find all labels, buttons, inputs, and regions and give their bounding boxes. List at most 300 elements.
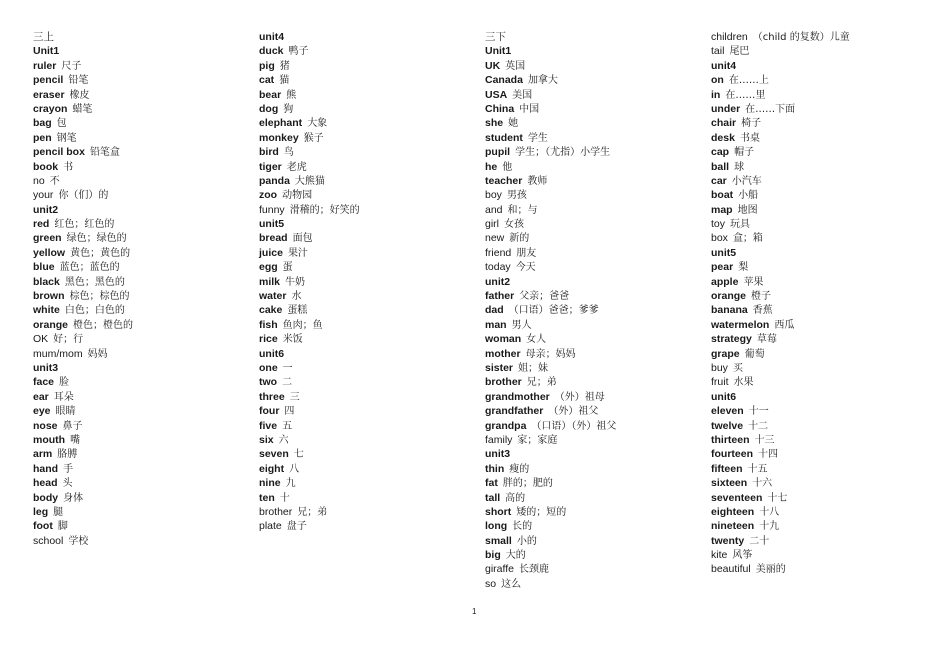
vocab-entry bbox=[711, 419, 911, 433]
vocab-entry bbox=[711, 462, 911, 476]
vocab-entry bbox=[259, 73, 459, 87]
english-word: two bbox=[259, 376, 278, 389]
chinese-meaning: 男人 bbox=[511, 319, 532, 331]
vocab-entry bbox=[485, 59, 685, 73]
chinese-meaning: 一 bbox=[282, 362, 293, 374]
vocab-entry bbox=[33, 231, 233, 245]
vocab-entry bbox=[711, 160, 911, 174]
english-word: green bbox=[33, 232, 62, 245]
english-word: USA bbox=[485, 88, 508, 101]
english-word: watermelon bbox=[711, 318, 770, 331]
chinese-meaning: （口语）爸爸；爹爹 bbox=[508, 305, 599, 317]
chinese-meaning: 女人 bbox=[526, 334, 547, 346]
english-word: tail bbox=[711, 45, 725, 58]
english-word: six bbox=[259, 433, 274, 446]
vocab-entry bbox=[259, 332, 459, 346]
vocab-entry bbox=[711, 131, 911, 145]
vocab-entry bbox=[33, 332, 233, 346]
chinese-meaning: 苹果 bbox=[743, 276, 764, 288]
vocab-entry bbox=[711, 30, 911, 44]
vocab-entry bbox=[259, 476, 459, 490]
english-word: grandfather bbox=[485, 405, 544, 418]
vocab-entry bbox=[259, 361, 459, 375]
chinese-meaning: 学生 bbox=[527, 132, 548, 144]
chinese-meaning: 瘦的 bbox=[509, 463, 530, 475]
english-word: Unit1 bbox=[485, 45, 512, 58]
vocab-entry bbox=[485, 548, 685, 562]
chinese-meaning: 小的 bbox=[516, 535, 537, 547]
english-word: your bbox=[33, 189, 54, 202]
english-word: yellow bbox=[33, 246, 66, 259]
vocab-entry bbox=[485, 246, 685, 260]
chinese-meaning: 面包 bbox=[292, 233, 313, 245]
chinese-meaning: 十五 bbox=[747, 463, 768, 475]
english-word: new bbox=[485, 232, 505, 245]
english-word: car bbox=[711, 174, 727, 187]
english-word: unit4 bbox=[259, 31, 285, 43]
english-word: big bbox=[485, 549, 501, 562]
chinese-meaning: 书 bbox=[63, 161, 74, 173]
english-word: grandmother bbox=[485, 390, 550, 403]
vocab-entry bbox=[259, 30, 459, 44]
english-word: body bbox=[33, 491, 59, 504]
chinese-meaning: 猪 bbox=[279, 60, 290, 72]
chinese-meaning: 胳膊 bbox=[57, 449, 78, 461]
vocab-entry bbox=[33, 505, 233, 519]
vocab-entry bbox=[711, 217, 911, 231]
chinese-meaning: 脚 bbox=[57, 521, 68, 533]
chinese-meaning: 熊 bbox=[286, 89, 297, 101]
english-word: pig bbox=[259, 59, 275, 72]
vocab-entry bbox=[485, 275, 685, 289]
english-word: nineteen bbox=[711, 520, 755, 533]
english-word: juice bbox=[259, 246, 283, 259]
english-word: eye bbox=[33, 405, 51, 418]
english-word: box bbox=[711, 232, 728, 245]
vocab-entry bbox=[711, 562, 911, 576]
chinese-meaning: 男孩 bbox=[506, 190, 527, 202]
english-word: kite bbox=[711, 549, 728, 562]
vocab-entry bbox=[259, 260, 459, 274]
vocab-entry bbox=[259, 203, 459, 217]
english-word: fat bbox=[485, 477, 498, 490]
english-word: no bbox=[33, 174, 45, 187]
page-number: 1 bbox=[472, 607, 477, 616]
english-word: unit3 bbox=[485, 448, 511, 461]
vocab-entry bbox=[711, 534, 911, 548]
chinese-meaning: 十四 bbox=[758, 449, 778, 461]
english-word: milk bbox=[259, 275, 281, 288]
vocab-entry bbox=[259, 102, 459, 116]
english-word: head bbox=[33, 477, 58, 490]
chinese-meaning: 六 bbox=[278, 434, 289, 446]
english-word: fifteen bbox=[711, 462, 743, 475]
english-word: grape bbox=[711, 347, 740, 360]
vocab-entry bbox=[711, 375, 911, 389]
vocab-entry bbox=[33, 347, 233, 361]
english-word: today bbox=[485, 261, 511, 274]
chinese-meaning: 加拿大 bbox=[527, 75, 558, 87]
chinese-meaning: 朋友 bbox=[516, 247, 537, 259]
english-word: unit6 bbox=[711, 390, 737, 403]
vocab-entry bbox=[711, 275, 911, 289]
chinese-meaning: 鼻子 bbox=[62, 420, 83, 432]
vocab-entry bbox=[259, 462, 459, 476]
vocab-entry bbox=[485, 390, 685, 404]
chinese-meaning: 十八 bbox=[759, 506, 780, 518]
english-word: fruit bbox=[711, 376, 729, 389]
vocab-entry bbox=[485, 131, 685, 145]
english-word: apple bbox=[711, 275, 739, 288]
vocab-entry bbox=[711, 303, 911, 317]
vocab-entry bbox=[33, 289, 233, 303]
english-word: banana bbox=[711, 304, 748, 317]
vocab-entry bbox=[485, 332, 685, 346]
vocab-entry bbox=[711, 102, 911, 116]
chinese-meaning: 矮的；短的 bbox=[516, 506, 567, 518]
chinese-meaning: 黑色；黑色的 bbox=[64, 276, 125, 288]
chinese-meaning: 十二 bbox=[748, 420, 769, 432]
english-word: eighteen bbox=[711, 505, 755, 518]
english-word: foot bbox=[33, 520, 53, 533]
chinese-meaning: 母亲；妈妈 bbox=[525, 348, 576, 360]
vocab-entry bbox=[485, 73, 685, 87]
vocab-entry bbox=[33, 419, 233, 433]
chinese-meaning: 球 bbox=[734, 161, 745, 173]
english-word: father bbox=[485, 290, 515, 303]
vocab-entry bbox=[33, 361, 233, 375]
vocab-entry bbox=[33, 303, 233, 317]
chinese-meaning: 在……里 bbox=[725, 89, 766, 101]
vocab-entry bbox=[33, 30, 233, 44]
vocab-entry bbox=[711, 404, 911, 418]
english-word: small bbox=[485, 534, 512, 547]
english-word: tall bbox=[485, 491, 501, 504]
chinese-meaning: 学校 bbox=[68, 535, 89, 547]
english-word: mouth bbox=[33, 433, 66, 446]
chinese-meaning: 高的 bbox=[505, 492, 526, 504]
vocab-entry bbox=[485, 375, 685, 389]
english-word: book bbox=[33, 160, 59, 173]
english-word: thin bbox=[485, 462, 505, 475]
vocab-entry bbox=[33, 145, 233, 159]
english-word: nose bbox=[33, 419, 58, 432]
vocab-entry bbox=[259, 404, 459, 418]
vocab-entry bbox=[485, 30, 685, 44]
english-word: rice bbox=[259, 333, 278, 346]
vocab-entry bbox=[259, 347, 459, 361]
chinese-meaning: （口语）（外）祖父 bbox=[531, 420, 617, 432]
english-word: mum/mom bbox=[33, 347, 83, 360]
english-word: pen bbox=[33, 131, 52, 144]
vocab-entry bbox=[711, 505, 911, 519]
english-word: beautiful bbox=[711, 563, 751, 576]
english-word: brown bbox=[33, 290, 65, 303]
english-word: brother bbox=[485, 376, 522, 389]
english-word: unit2 bbox=[485, 275, 511, 288]
english-word: panda bbox=[259, 174, 290, 187]
chinese-meaning: 风筝 bbox=[732, 550, 753, 562]
vocab-entry bbox=[33, 375, 233, 389]
english-word: ear bbox=[33, 390, 49, 403]
english-word: under bbox=[711, 102, 741, 115]
vocab-entry bbox=[485, 174, 685, 188]
vocab-entry bbox=[259, 145, 459, 159]
vocab-entry bbox=[259, 491, 459, 505]
vocab-entry bbox=[259, 131, 459, 145]
english-word: red bbox=[33, 218, 50, 231]
english-word: 三下 bbox=[485, 31, 506, 43]
vocab-entry bbox=[33, 73, 233, 87]
vocab-entry bbox=[711, 491, 911, 505]
chinese-meaning: 滑稽的；好笑的 bbox=[289, 204, 360, 216]
chinese-meaning: 手 bbox=[63, 463, 74, 475]
english-word: desk bbox=[711, 131, 735, 144]
english-word: China bbox=[485, 102, 515, 115]
vocab-entry bbox=[259, 318, 459, 332]
english-word: zoo bbox=[259, 189, 278, 202]
chinese-meaning: 兄；弟 bbox=[526, 377, 557, 389]
vocab-entry bbox=[33, 476, 233, 490]
english-word: unit3 bbox=[33, 361, 59, 374]
vocab-entry bbox=[485, 447, 685, 461]
english-word: mother bbox=[485, 347, 521, 360]
vocab-entry bbox=[485, 361, 685, 375]
chinese-meaning: 十七 bbox=[767, 492, 788, 504]
chinese-meaning: 猫 bbox=[279, 75, 290, 87]
chinese-meaning: 二 bbox=[282, 377, 293, 389]
chinese-meaning: 美国 bbox=[512, 89, 533, 101]
chinese-meaning: 鱼肉；鱼 bbox=[282, 319, 323, 331]
vocab-entry bbox=[485, 188, 685, 202]
english-word: bag bbox=[33, 117, 52, 130]
vocab-entry bbox=[33, 88, 233, 102]
vocab-entry bbox=[259, 88, 459, 102]
english-word: fourteen bbox=[711, 448, 753, 461]
english-word: white bbox=[33, 304, 60, 317]
chinese-meaning: 草莓 bbox=[756, 334, 777, 346]
chinese-meaning: 小汽车 bbox=[731, 175, 762, 187]
vocab-column-4 bbox=[711, 30, 911, 577]
vocab-entry bbox=[33, 519, 233, 533]
vocab-entry bbox=[711, 116, 911, 130]
english-word: unit5 bbox=[711, 246, 737, 259]
english-word: buy bbox=[711, 361, 728, 374]
vocab-entry bbox=[33, 404, 233, 418]
chinese-meaning: 十三 bbox=[754, 434, 775, 446]
chinese-meaning: 二十 bbox=[749, 535, 770, 547]
english-word: nine bbox=[259, 477, 281, 490]
english-word: dad bbox=[485, 304, 504, 317]
chinese-meaning: 牛奶 bbox=[285, 276, 306, 288]
english-word: she bbox=[485, 117, 504, 130]
english-word: twelve bbox=[711, 419, 744, 432]
chinese-meaning: 姐；妹 bbox=[518, 362, 549, 374]
vocab-entry bbox=[711, 318, 911, 332]
chinese-meaning: 嘴 bbox=[70, 434, 81, 446]
chinese-meaning: 铅笔盒 bbox=[89, 147, 120, 159]
vocab-entry bbox=[33, 116, 233, 130]
chinese-meaning: 三 bbox=[289, 391, 300, 403]
english-word: boat bbox=[711, 189, 734, 202]
vocab-column-2 bbox=[259, 30, 459, 534]
english-word: unit2 bbox=[33, 203, 59, 216]
vocab-entry bbox=[485, 289, 685, 303]
english-word: giraffe bbox=[485, 563, 514, 576]
vocab-entry bbox=[485, 347, 685, 361]
vocab-entry bbox=[711, 188, 911, 202]
english-word: sister bbox=[485, 361, 514, 374]
english-word: elephant bbox=[259, 117, 303, 130]
chinese-meaning: 老虎 bbox=[286, 161, 307, 173]
chinese-meaning: 书桌 bbox=[739, 132, 760, 144]
english-word: orange bbox=[33, 318, 69, 331]
vocab-entry bbox=[485, 102, 685, 116]
english-word: funny bbox=[259, 203, 285, 216]
english-word: dog bbox=[259, 102, 279, 115]
chinese-meaning: 十六 bbox=[752, 478, 773, 490]
vocab-entry bbox=[33, 44, 233, 58]
chinese-meaning: 头 bbox=[62, 478, 73, 490]
chinese-meaning: 水果 bbox=[733, 377, 754, 389]
vocab-entry bbox=[711, 203, 911, 217]
vocab-entry bbox=[33, 59, 233, 73]
english-word: sixteen bbox=[711, 477, 748, 490]
vocab-entry bbox=[711, 347, 911, 361]
vocab-entry bbox=[33, 160, 233, 174]
english-word: chair bbox=[711, 117, 737, 130]
vocab-entry bbox=[259, 303, 459, 317]
vocab-entry bbox=[711, 390, 911, 404]
chinese-meaning: 长的 bbox=[512, 521, 533, 533]
english-word: family bbox=[485, 433, 513, 446]
vocab-entry bbox=[711, 289, 911, 303]
english-word: seven bbox=[259, 448, 289, 461]
vocab-entry bbox=[711, 59, 911, 73]
vocab-entry bbox=[33, 318, 233, 332]
chinese-meaning: 女孩 bbox=[504, 219, 525, 231]
vocab-entry bbox=[485, 231, 685, 245]
chinese-meaning: 眼睛 bbox=[55, 406, 76, 418]
vocab-entry bbox=[711, 361, 911, 375]
vocab-entry bbox=[711, 548, 911, 562]
english-word: bird bbox=[259, 146, 279, 159]
chinese-meaning: 八 bbox=[289, 463, 300, 475]
vocab-entry bbox=[711, 433, 911, 447]
english-word: strategy bbox=[711, 333, 752, 346]
chinese-meaning: 盘子 bbox=[286, 521, 307, 533]
chinese-meaning: （child 的复数）儿童 bbox=[752, 32, 850, 43]
chinese-meaning: 美丽的 bbox=[755, 564, 786, 576]
chinese-meaning: 不 bbox=[49, 175, 60, 187]
chinese-meaning: 包 bbox=[56, 118, 67, 130]
english-word: arm bbox=[33, 448, 53, 461]
chinese-meaning: 蓝色；蓝色的 bbox=[59, 262, 120, 274]
chinese-meaning: 蜡笔 bbox=[72, 103, 93, 115]
chinese-meaning: 绿色；绿色的 bbox=[66, 233, 127, 245]
vocab-entry bbox=[259, 44, 459, 58]
vocab-entry bbox=[33, 275, 233, 289]
vocab-entry bbox=[259, 390, 459, 404]
chinese-meaning: 铅笔 bbox=[68, 75, 89, 87]
english-word: on bbox=[711, 74, 724, 87]
english-word: blue bbox=[33, 261, 55, 274]
english-word: three bbox=[259, 390, 285, 403]
chinese-meaning: 动物园 bbox=[282, 190, 313, 202]
vocab-entry bbox=[259, 433, 459, 447]
vocab-entry bbox=[33, 102, 233, 116]
vocab-entry bbox=[259, 289, 459, 303]
english-word: pupil bbox=[485, 146, 511, 159]
vocab-entry bbox=[33, 462, 233, 476]
vocab-entry bbox=[259, 217, 459, 231]
english-word: OK bbox=[33, 333, 49, 346]
chinese-meaning: 钢笔 bbox=[56, 132, 77, 144]
chinese-meaning: （外）祖母 bbox=[554, 391, 605, 403]
vocab-entry bbox=[485, 145, 685, 159]
english-word: woman bbox=[485, 333, 522, 346]
chinese-meaning: （外）祖父 bbox=[548, 406, 599, 418]
vocab-entry bbox=[259, 231, 459, 245]
chinese-meaning: 和；与 bbox=[507, 204, 538, 216]
chinese-meaning: 妈妈 bbox=[87, 348, 108, 360]
english-word: face bbox=[33, 376, 55, 389]
english-word: he bbox=[485, 160, 498, 173]
chinese-meaning: 红色；红色的 bbox=[54, 219, 115, 231]
chinese-meaning: 这么 bbox=[501, 578, 522, 590]
english-word: in bbox=[711, 88, 721, 101]
vocab-entry bbox=[711, 73, 911, 87]
vocab-entry bbox=[259, 188, 459, 202]
english-word: orange bbox=[711, 290, 747, 303]
english-word: duck bbox=[259, 45, 284, 58]
chinese-meaning: 她 bbox=[508, 118, 519, 130]
chinese-meaning: 耳朵 bbox=[53, 391, 74, 403]
chinese-meaning: 父亲；爸爸 bbox=[519, 291, 570, 303]
english-word: bread bbox=[259, 232, 288, 245]
english-word: eleven bbox=[711, 405, 744, 418]
vocab-entry bbox=[485, 203, 685, 217]
english-word: four bbox=[259, 405, 280, 418]
vocab-entry bbox=[259, 419, 459, 433]
vocab-entry bbox=[485, 116, 685, 130]
english-word: Unit1 bbox=[33, 45, 60, 58]
vocab-entry bbox=[259, 519, 459, 533]
english-word: ten bbox=[259, 491, 275, 504]
vocab-entry bbox=[485, 519, 685, 533]
vocab-entry bbox=[259, 375, 459, 389]
chinese-meaning: 你（们）的 bbox=[58, 190, 109, 202]
english-word: seventeen bbox=[711, 491, 763, 504]
chinese-meaning: 胖的；肥的 bbox=[502, 478, 553, 490]
chinese-meaning: 玩具 bbox=[730, 219, 751, 231]
chinese-meaning: 尾巴 bbox=[729, 46, 750, 58]
vocab-entry bbox=[711, 44, 911, 58]
vocab-entry bbox=[33, 246, 233, 260]
english-word: so bbox=[485, 577, 497, 590]
english-word: map bbox=[711, 203, 733, 216]
vocab-entry bbox=[485, 44, 685, 58]
english-word: short bbox=[485, 505, 512, 518]
english-word: water bbox=[259, 290, 287, 303]
chinese-meaning: 橙子 bbox=[751, 291, 772, 303]
chinese-meaning: 狗 bbox=[283, 103, 294, 115]
vocab-entry bbox=[485, 491, 685, 505]
chinese-meaning: 英国 bbox=[505, 60, 526, 72]
chinese-meaning: 鸟 bbox=[283, 147, 294, 159]
vocab-entry bbox=[33, 447, 233, 461]
vocab-entry bbox=[711, 88, 911, 102]
